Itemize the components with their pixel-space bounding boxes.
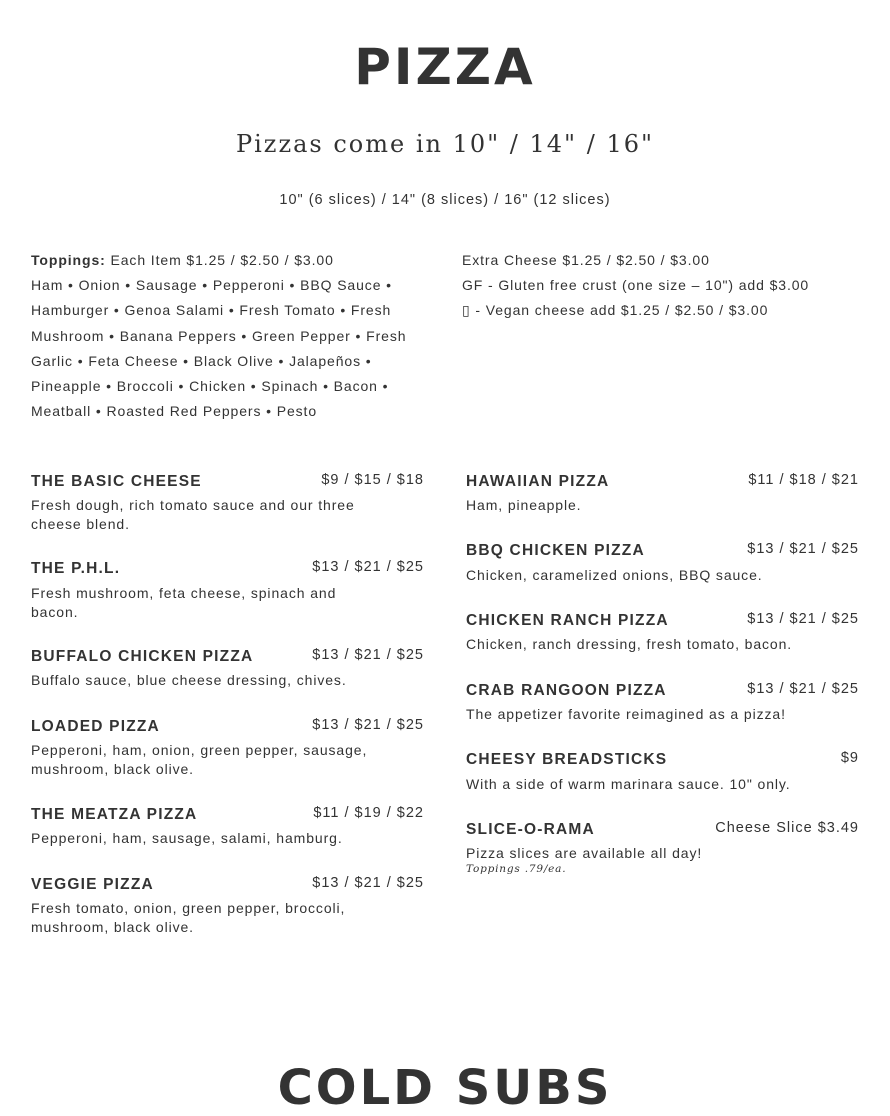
item-name: LOADED PIZZA: [31, 718, 160, 735]
toppings-block: [31, 248, 431, 424]
item-price: $13 / $21 / $25: [747, 681, 859, 697]
vegan-cheese-line: ▯ - Vegan cheese add $1.25 / $2.50 / $3.00: [462, 302, 769, 319]
item-description: Pepperoni, ham, onion, green pepper, sausage, mushroom, black olive.: [31, 742, 368, 777]
item-description: Fresh tomato, onion, green pepper, broccoli, mushroom, black olive.: [31, 900, 346, 935]
gluten-free-line: GF - Gluten free crust (one size – 10") add $3.00: [462, 277, 810, 294]
item-description: Pizza slices are available all day!: [466, 845, 703, 861]
item-name: BUFFALO CHICKEN PIZZA: [31, 648, 254, 665]
slices-line: 10" (6 slices) / 14" (8 slices) / 16" (12 slices): [279, 192, 611, 208]
extras-block: [462, 248, 862, 324]
item-description: With a side of warm marinara sauce. 10" only.: [466, 776, 791, 792]
item-name: CRAB RANGOON PIZZA: [466, 682, 667, 699]
item-description: Buffalo sauce, blue cheese dressing, chives.: [31, 672, 347, 688]
item-name: HAWAIIAN PIZZA: [466, 473, 610, 490]
item-description: Chicken, caramelized onions, BBQ sauce.: [466, 567, 763, 583]
item-price: $13 / $21 / $25: [312, 647, 424, 663]
page-title: PIZZA: [354, 38, 536, 96]
item-name: VEGGIE PIZZA: [31, 876, 154, 893]
item-price: $9 / $15 / $18: [321, 472, 424, 488]
toppings-list: Ham • Onion • Sausage • Pepperoni • BBQ Sauce • Hamburger • Genoa Salami • Fresh Tomato • Fresh Mushroom • Banana Peppers • Green Pepper • Fresh Garlic • Feta Cheese • Black Olive • Jalapeños • Pineapple • Broccoli • Chicken • Spinach • Bacon • Meatball • Roasted Red Peppers • Pesto: [31, 277, 407, 420]
item-name: SLICE-O-RAMA: [466, 821, 595, 838]
item-name: CHEESY BREADSTICKS: [466, 751, 668, 768]
item-name: THE P.H.L.: [31, 560, 121, 577]
toppings-label: Toppings:: [31, 252, 106, 268]
item-price: $11 / $19 / $22: [313, 805, 424, 821]
item-price: $13 / $21 / $25: [312, 559, 424, 575]
item-price: $13 / $21 / $25: [312, 875, 424, 891]
toppings-price: Each Item $1.25 / $2.50 / $3.00: [105, 252, 334, 268]
item-price: Cheese Slice $3.49: [715, 820, 859, 836]
item-description: Chicken, ranch dressing, fresh tomato, bacon.: [466, 636, 793, 652]
item-description: Ham, pineapple.: [466, 497, 582, 513]
extra-cheese-line: Extra Cheese $1.25 / $2.50 / $3.00: [462, 252, 710, 268]
item-description: Fresh dough, rich tomato sauce and our three cheese blend.: [31, 497, 355, 532]
item-price: $13 / $21 / $25: [747, 611, 859, 627]
item-description: Fresh mushroom, feta cheese, spinach and bacon.: [31, 585, 337, 620]
item-note: Toppings .79/ea.: [466, 863, 567, 875]
item-price: $9: [840, 750, 859, 766]
section-title-cold-subs: COLD SUBS: [277, 1060, 613, 1116]
item-description: The appetizer favorite reimagined as a pizza!: [466, 706, 786, 722]
item-price: $13 / $21 / $25: [312, 717, 424, 733]
item-name: BBQ CHICKEN PIZZA: [466, 542, 645, 559]
item-name: THE MEATZA PIZZA: [31, 806, 198, 823]
item-name: CHICKEN RANCH PIZZA: [466, 612, 669, 629]
item-price: $11 / $18 / $21: [748, 472, 859, 488]
item-name: THE BASIC CHEESE: [31, 473, 202, 490]
item-price: $13 / $21 / $25: [747, 541, 859, 557]
item-description: Pepperoni, ham, sausage, salami, hamburg.: [31, 830, 343, 846]
size-heading: Pizzas come in 10" / 14" / 16": [235, 130, 655, 158]
